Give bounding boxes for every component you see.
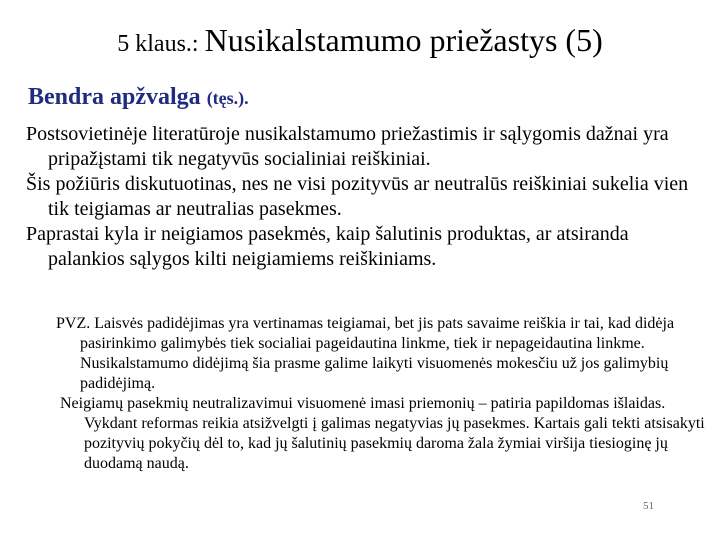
paragraph: Paprastai kyla ir neigiamos pasekmės, kaip šalutinis produktas, ar atsiranda palankios sąlygos kilti neigiamiems reiškiniams. <box>26 223 629 270</box>
paragraph: Šis požiūris diskutuotinas, nes ne visi pozityvūs ar neutralūs reiškiniai sukelia vien tik teigiamas ar neutralias pasekmes. <box>26 173 689 220</box>
paragraph: Postsovietinėje literatūroje nusikalstamumo priežastimis ir sąlygomis dažnai yra pripažįstami tik negatyvūs socialiniai reiškiniai. <box>26 123 669 170</box>
title-prefix: 5 klaus.: <box>117 31 205 57</box>
title-main: Nusikalstamumo priežastys (5) <box>204 22 603 58</box>
section-heading-sub: (tęs.). <box>206 88 249 108</box>
sub-paragraph: Neigiamų pasekmių neutralizavimui visuomenė imasi priemonių – patiria papildomas išlaidas. Vykdant reformas reikia atsižvelgti į galimas negatyvias jų pasekmes. Kartais gali tekti atsisakyti pozityvių pokyčių dėl to, kad jų šalutinių pasekmių daroma žala žymiai viršija tiesioginę jų duodamą naudą. <box>60 395 705 472</box>
section-heading-main: Bendra apžvalga <box>28 84 207 110</box>
sub-paragraphs <box>56 314 710 474</box>
body-paragraphs <box>26 122 706 272</box>
page-number: 51 <box>643 500 654 512</box>
section-heading <box>28 84 249 111</box>
example-paragraph: PVZ. Laisvės padidėjimas yra vertinamas teigiamai, bet jis pats savaime reiškia ir tai, kad didėja pasirinkimo galimybės tiek socialiai pageidautina linkme, tiek ir nepageidautina linkme. Nusikalstamumo didėjimą šia prasme galime laikyti visuomenės mokesčiu už jos galimybių padidėjimą. <box>56 315 675 392</box>
slide-title <box>0 22 720 59</box>
